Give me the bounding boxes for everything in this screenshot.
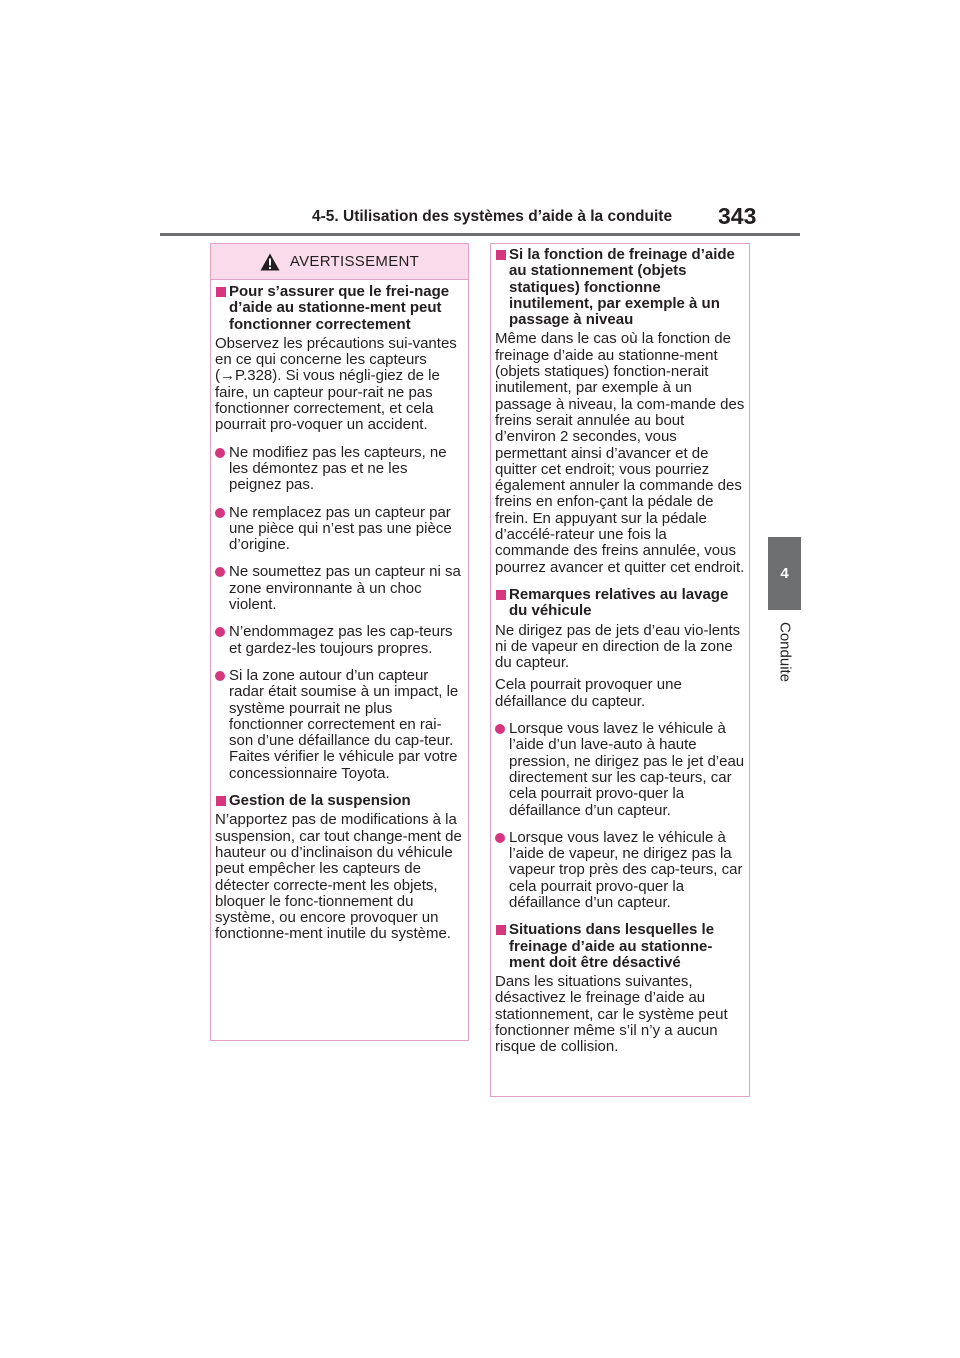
section-title: 4-5. Utilisation des systèmes d’aide à la conduite <box>312 208 673 225</box>
bullet-item: Lorsque vous lavez le véhicule à l’aide d’un lave-auto à haute pression, ne dirigez pas le jet d’eau directement sur les cap-teurs, car cela pourrait provo-quer la défaillance d’un capteur. <box>495 721 745 819</box>
bullet-item: N’endommagez pas les cap-teurs et gardez-les toujours propres. <box>215 624 464 657</box>
bullet-dot-icon <box>215 567 225 577</box>
warning-box <box>210 243 469 1041</box>
chapter-tab[interactable] <box>768 537 801 610</box>
paragraph: Même dans le cas où la fonction de freinage d’aide au stationne-ment (objets statiques) fonction-nerait inutilement, par exemple à un passage à niveau, la com-mande des freins serait annulée au bout d’environ 2 secondes, vous permettant ainsi d’avancer et de quitter cet endroit; vous pourriez également annuler la commande des freins en enfon-çant la pédale de frein. En appuyant sur la pédale d’accélé-rateur une fois la commande des freins annulée, vous pourrez avancer et quitter cet endroit. <box>495 330 745 576</box>
warning-header <box>211 244 468 280</box>
bullet-item: Lorsque vous lavez le véhicule à l’aide de vapeur, ne dirigez pas la vapeur trop près des cap-teurs, car cela pourrait provo-quer la défaillance d’un capteur. <box>495 830 745 911</box>
section-heading: Situations dans lesquelles le freinage d’aide au stationne-ment doit être désactivé <box>495 922 745 971</box>
info-box <box>490 243 750 1097</box>
warning-triangle-icon <box>260 253 280 271</box>
bullet-item: Ne soumettez pas un capteur ni sa zone environnante à un choc violent. <box>215 564 464 613</box>
section-heading: Gestion de la suspension <box>215 793 464 809</box>
paragraph: N’apportez pas de modifications à la suspension, car tout change-ment de hauteur ou d’inclinaison du véhicule peut empêcher les capteurs de détecter correcte-ment les objets, bloquer le fonc-tionnement du système, ou encore provoquer un fonctionne-ment inutile du système. <box>215 811 462 943</box>
chapter-label-text: Conduite <box>776 622 794 683</box>
warning-content <box>211 280 468 943</box>
bullet-dot-icon <box>215 671 225 681</box>
square-bullet-icon <box>496 925 506 935</box>
square-bullet-icon <box>496 250 506 260</box>
paragraph: Ne dirigez pas de jets d’eau vio-lents ni de vapeur en direction de la zone du capteur. <box>495 621 741 672</box>
paragraph: Observez les précautions sui-vantes en ce qui concerne les capteurs (→P.328). Si vous négli-giez de le faire, un capteur pour-rait ne pas fonctionner correctement, et cela pourrait pro-voquer un accident. <box>215 334 457 434</box>
square-bullet-icon <box>216 287 226 297</box>
page-header <box>300 205 770 231</box>
bullet-item: Ne modifiez pas les capteurs, ne les démontez pas et ne les peignez pas. <box>215 445 464 494</box>
bullet-item: Ne remplacez pas un capteur par une pièce qui n’est pas une pièce d’origine. <box>215 505 464 554</box>
square-bullet-icon <box>216 796 226 806</box>
bullet-dot-icon <box>215 627 225 637</box>
square-bullet-icon <box>496 590 506 600</box>
section-heading: Pour s’assurer que le frei-nage d’aide au stationne-ment peut fonctionner correctement <box>215 284 464 333</box>
page-number: 343 <box>718 203 757 229</box>
warning-title: AVERTISSEMENT <box>289 253 420 270</box>
bullet-dot-icon <box>215 508 225 518</box>
section-heading: Remarques relatives au lavage du véhicule <box>495 587 745 620</box>
paragraph: Cela pourrait provoquer une défaillance du capteur. <box>495 676 682 710</box>
bullet-item: Si la zone autour d’un capteur radar était soumise à un impact, le système pourrait ne plus fonctionner correctement en rai-son d’une défaillance du cap-teur. Faites vérifier le véhicule par votre concessionnaire Toyota. <box>215 668 464 782</box>
chapter-label <box>770 622 800 702</box>
bullet-dot-icon <box>495 833 505 843</box>
bullet-dot-icon <box>495 724 505 734</box>
header-rule <box>160 233 800 236</box>
section-heading: Si la fonction de freinage d’aide au stationnement (objets statiques) fonctionne inutilement, par exemple à un passage à niveau <box>495 247 745 328</box>
paragraph: Dans les situations suivantes, désactivez le freinage d’aide au stationnement, car le système peut fonctionner même s’il n’y a aucun risque de collision. <box>495 973 728 1056</box>
bullet-dot-icon <box>215 448 225 458</box>
chapter-number: 4 <box>780 565 789 582</box>
info-content <box>491 244 749 1056</box>
